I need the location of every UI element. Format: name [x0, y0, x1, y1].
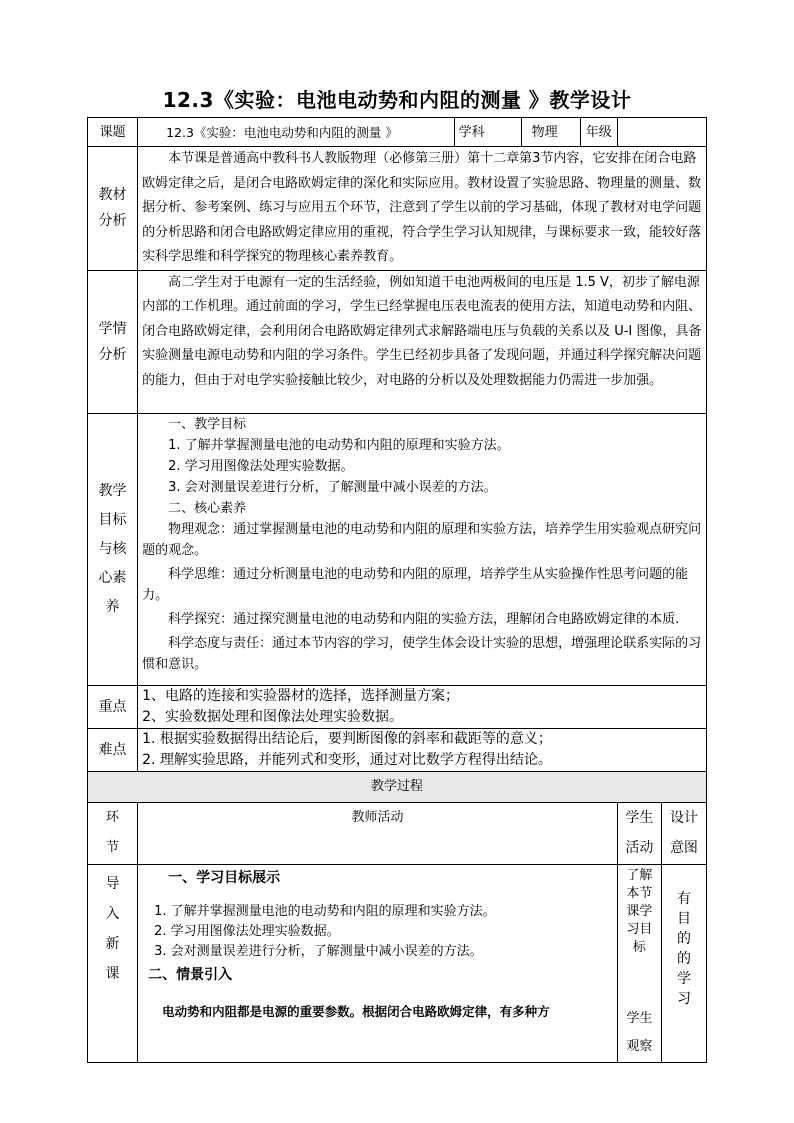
grade-label: 年级	[580, 118, 617, 147]
sec1-item: 3. 会对测量误差进行分析，了解测量中减小误差的方法。	[154, 943, 483, 959]
literacy-item: 科学态度与责任：通过本节内容的学习，使学生体会设计实验的思想，增强理论联系实际的习惯和意识。	[142, 635, 702, 672]
difficulties-label: 难点	[88, 728, 138, 771]
key-points-row	[88, 685, 707, 728]
key-point-item: 1、电路的连接和实验器材的选择，选择测量方案；	[142, 687, 459, 704]
material-row	[88, 147, 707, 271]
process-content-row	[88, 864, 707, 1062]
design-intent: 有目的的学习	[676, 890, 691, 1007]
student-header-bottom: 活动	[625, 839, 654, 856]
difficulty-item: 1. 根据实验数据得出结论后，要判断图像的斜率和截距等的意义；	[142, 730, 552, 747]
student-activity-1: 了解本节课学习目标	[626, 867, 653, 955]
sec1-item: 1. 了解并掌握测量电池的电动势和内阻的原理和实验方法。	[154, 903, 496, 919]
goal-item: 3. 会对测量误差进行分析，了解测量中减小误差的方法。	[168, 479, 497, 495]
stage-char: 导	[105, 875, 120, 892]
subject-label: 学科	[454, 118, 521, 147]
objectives-row	[88, 413, 707, 685]
material-text: 本节课是普通高中教科书人教版物理（必修第三册）第十二章第3节内容，它安排在闭合电路欧姆定律之后，是闭合电路欧姆定律的深化和实际应用。教材设置了实验思路、物理量的测量、数据分析、参考案例、练习与应用五个环节，注意到了学生以前的学习基础，体现了教材对电学问题的分析思路和闭合电路欧姆定律应用的重视，符合学生学习认知规律，与课标要求一致，能较好落实科学思维和科学探究的物理核心素养教育。	[142, 151, 702, 264]
students-label: 学情分析	[88, 270, 138, 413]
key-point-item: 2、实验数据处理和图像法处理实验数据。	[142, 708, 403, 725]
difficulties-row	[88, 728, 707, 771]
objectives-label: 教学目标与核心素养	[88, 413, 138, 685]
literacy-item: 科学思维：通过分析测量电池的电动势和内阻的原理，培养学生从实验操作性思考问题的能力。	[142, 566, 689, 603]
stage-header-bottom: 节	[106, 839, 120, 855]
stage-char: 课	[105, 965, 120, 982]
topic-value: 12.3《实验：电池电动势和内阻的测量 》	[138, 118, 454, 147]
stage-char: 入	[105, 905, 120, 922]
key-points-label: 重点	[88, 685, 138, 728]
students-text: 高二学生对于电源有一定的生活经验，例如知道干电池两极间的电压是 1.5 V，初步了解电源内部的工作机理。通过前面的学习，学生已经掌握电压表电流表的使用方法，知道电动势和内阻、闭合电路欧姆定律，会利用闭合电路欧姆定律列式求解路端电压与负载的关系以及 U-I 图像，具备实验测量电源电动势和内阻的学习条件。学生已经初步具备了发现问题，并通过科学探究解决问题的能力，但由于对电学实验接触比较少，对电路的分析以及处理数据能力仍需进一步加强。	[142, 274, 702, 388]
section-1-title: 一、学习目标展示	[168, 869, 281, 886]
teacher-header: 教师活动	[138, 802, 618, 864]
literacy-item: 科学探究：通过探究测量电池的电动势和内阻的实验方法，理解闭合电路欧姆定律的本质.	[168, 611, 680, 627]
lesson-plan-table	[87, 117, 707, 1063]
header-row	[88, 118, 707, 147]
section-2-title: 二、情景引入	[148, 966, 233, 983]
topic-label: 课题	[88, 118, 138, 147]
students-row	[88, 270, 707, 413]
design-header-top: 设计	[669, 809, 698, 826]
stage-header-top: 环	[106, 809, 120, 825]
process-title-row	[88, 771, 707, 802]
stage-char: 新	[105, 935, 120, 952]
sec2-text: 电动势和内阻都是电源的重要参数。根据闭合电路欧姆定律，有多种方	[162, 1003, 550, 1019]
student-header-top: 学生	[625, 809, 654, 826]
sec1-item: 2. 学习用图像法处理实验数据。	[154, 923, 340, 939]
design-header-bottom: 意图	[669, 839, 698, 856]
difficulty-item: 2. 理解实验思路，并能列式和变形，通过对比数学方程得出结论。	[142, 751, 552, 768]
goal-item: 2. 学习用图像法处理实验数据。	[168, 458, 354, 474]
material-label: 教材分析	[88, 147, 138, 271]
grade-value	[617, 118, 706, 147]
student-activity-2: 学生观察	[626, 1010, 653, 1054]
subject-value: 物理	[521, 118, 580, 147]
process-title: 教学过程	[88, 771, 707, 802]
objectives-heading-2: 二、核心素养	[168, 500, 247, 516]
process-header-row	[88, 802, 707, 864]
document-title: 12.3《实验：电池电动势和内阻的测量 》教学设计	[162, 88, 632, 112]
literacy-item: 物理观念：通过掌握测量电池的电动势和内阻的原理和实验方法，培养学生用实验观点研究问题的观念。	[142, 521, 702, 558]
goal-item: 1. 了解并掌握测量电池的电动势和内阻的原理和实验方法。	[168, 437, 510, 453]
objectives-heading-1: 一、教学目标	[168, 416, 247, 432]
